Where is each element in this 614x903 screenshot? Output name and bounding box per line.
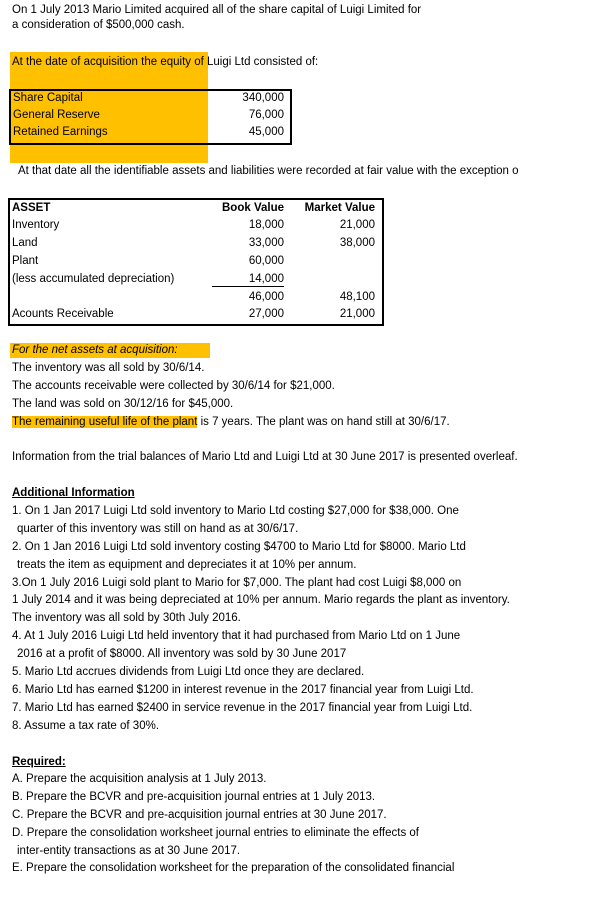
- asset-row-market: 21,000: [339, 219, 375, 231]
- equity-label-general-reserve: General Reserve: [13, 109, 100, 121]
- additional-line: 2. On 1 Jan 2016 Luigi Ltd sold inventory costing $4700 to Mario Ltd for $8000. Mario Ltd: [12, 541, 466, 553]
- required-line: A. Prepare the acquisition analysis at 1 July 2013.: [12, 773, 267, 785]
- required-line: C. Prepare the BCVR and pre-acquisition journal entries at 30 June 2017.: [12, 809, 387, 821]
- equity-heading-rest: of Luigi Ltd consisted of:: [191, 56, 319, 68]
- asset-row-label: Plant: [12, 255, 39, 267]
- asset-row-label: Acounts Receivable: [12, 308, 114, 320]
- asset-row-market: 21,000: [339, 308, 375, 320]
- equity-heading-highlight: At the date of acquisition the equity: [12, 56, 192, 68]
- required-line: inter-entity transactions as at 30 June 2017.: [17, 845, 241, 857]
- asset-row-book: 18,000: [248, 219, 284, 231]
- additional-line: 5. Mario Ltd accrues dividends from Luigi Ltd once they are declared.: [12, 666, 365, 678]
- equity-label-share-capital: Share Capital: [13, 92, 83, 104]
- plant-life-highlight: The remaining useful life of the plant: [12, 416, 198, 428]
- fair-value-note: At that date all the identifiable assets and liabilities were recorded at fair value with the exception o: [18, 165, 519, 177]
- equity-value-retained-earnings: 45,000: [248, 126, 284, 138]
- required-line: D. Prepare the consolidation worksheet journal entries to eliminate the effects of: [12, 827, 419, 839]
- asset-row-book: 33,000: [248, 237, 284, 249]
- additional-line: quarter of this inventory was still on hand as at 30/6/17.: [17, 523, 299, 535]
- subtotal-rule: [212, 286, 284, 287]
- additional-line: 1. On 1 Jan 2017 Luigi Ltd sold inventory to Mario Ltd costing $27,000 for $38,000. One: [12, 505, 459, 517]
- net-assets-line: The inventory was all sold by 30/6/14.: [12, 362, 205, 374]
- additional-line: 8. Assume a tax rate of 30%.: [12, 720, 160, 732]
- asset-header-market: Market Value: [304, 202, 375, 214]
- intro-line-2: a consideration of $500,000 cash.: [12, 19, 185, 31]
- asset-row-label: (less accumulated depreciation): [12, 273, 175, 285]
- required-line: B. Prepare the BCVR and pre-acquisition journal entries at 1 July 2013.: [12, 791, 376, 803]
- additional-line: 6. Mario Ltd has earned $1200 in interest revenue in the 2017 financial year from Luigi Ltd.: [12, 684, 474, 696]
- required-line: E. Prepare the consolidation worksheet for the preparation of the consolidated financial: [12, 862, 455, 874]
- additional-line: The inventory was all sold by 30th July 2016.: [12, 612, 241, 624]
- plant-life-rest: is 7 years. The plant was on hand still at 30/6/17.: [197, 416, 450, 428]
- asset-row-market: 38,000: [339, 237, 375, 249]
- equity-value-share-capital: 340,000: [242, 92, 284, 104]
- plant-life-note: [12, 415, 450, 430]
- additional-heading: Additional Information: [12, 487, 135, 499]
- asset-row-book: 60,000: [248, 255, 284, 267]
- equity-heading: [12, 55, 318, 70]
- asset-row-book: 14,000: [248, 273, 284, 285]
- asset-row-market: 48,100: [339, 291, 375, 303]
- asset-header-book: Book Value: [222, 202, 284, 214]
- asset-header-asset: ASSET: [12, 202, 51, 214]
- required-heading: Required:: [12, 756, 66, 768]
- additional-line: treats the item as equipment and depreciates it at 10% per annum.: [17, 559, 357, 571]
- additional-line: 1 July 2014 and it was being depreciated at 10% per annum. Mario regards the plant as inventory.: [12, 594, 510, 606]
- asset-row-book: 27,000: [248, 308, 284, 320]
- equity-value-general-reserve: 76,000: [248, 109, 284, 121]
- net-assets-line: The accounts receivable were collected by 30/6/14 for $21,000.: [12, 380, 335, 392]
- asset-row-label: Inventory: [12, 219, 60, 231]
- asset-row-book: 46,000: [248, 291, 284, 303]
- additional-line: 4. At 1 July 2016 Luigi Ltd held inventory that it had purchased from Mario Ltd on 1 June: [12, 630, 461, 642]
- additional-line: 2016 at a profit of $8000. All inventory was sold by 30 June 2017: [17, 648, 347, 660]
- additional-line: 7. Mario Ltd has earned $2400 in service revenue in the 2017 financial year from Luigi Ltd.: [12, 702, 473, 714]
- net-assets-line: The land was sold on 30/12/16 for $45,000.: [12, 398, 234, 410]
- asset-row-label: Land: [12, 237, 38, 249]
- net-assets-heading: For the net assets at acquisition:: [10, 343, 210, 358]
- trial-balance-note: Information from the trial balances of Mario Ltd and Luigi Ltd at 30 June 2017 is presented overleaf.: [12, 451, 518, 463]
- additional-line: 3.On 1 July 2016 Luigi sold plant to Mario for $7,000. The plant had cost Luigi $8,000 on: [12, 577, 462, 589]
- intro-line-1: On 1 July 2013 Mario Limited acquired all of the share capital of Luigi Limited for: [12, 4, 422, 16]
- equity-label-retained-earnings: Retained Earnings: [13, 126, 108, 138]
